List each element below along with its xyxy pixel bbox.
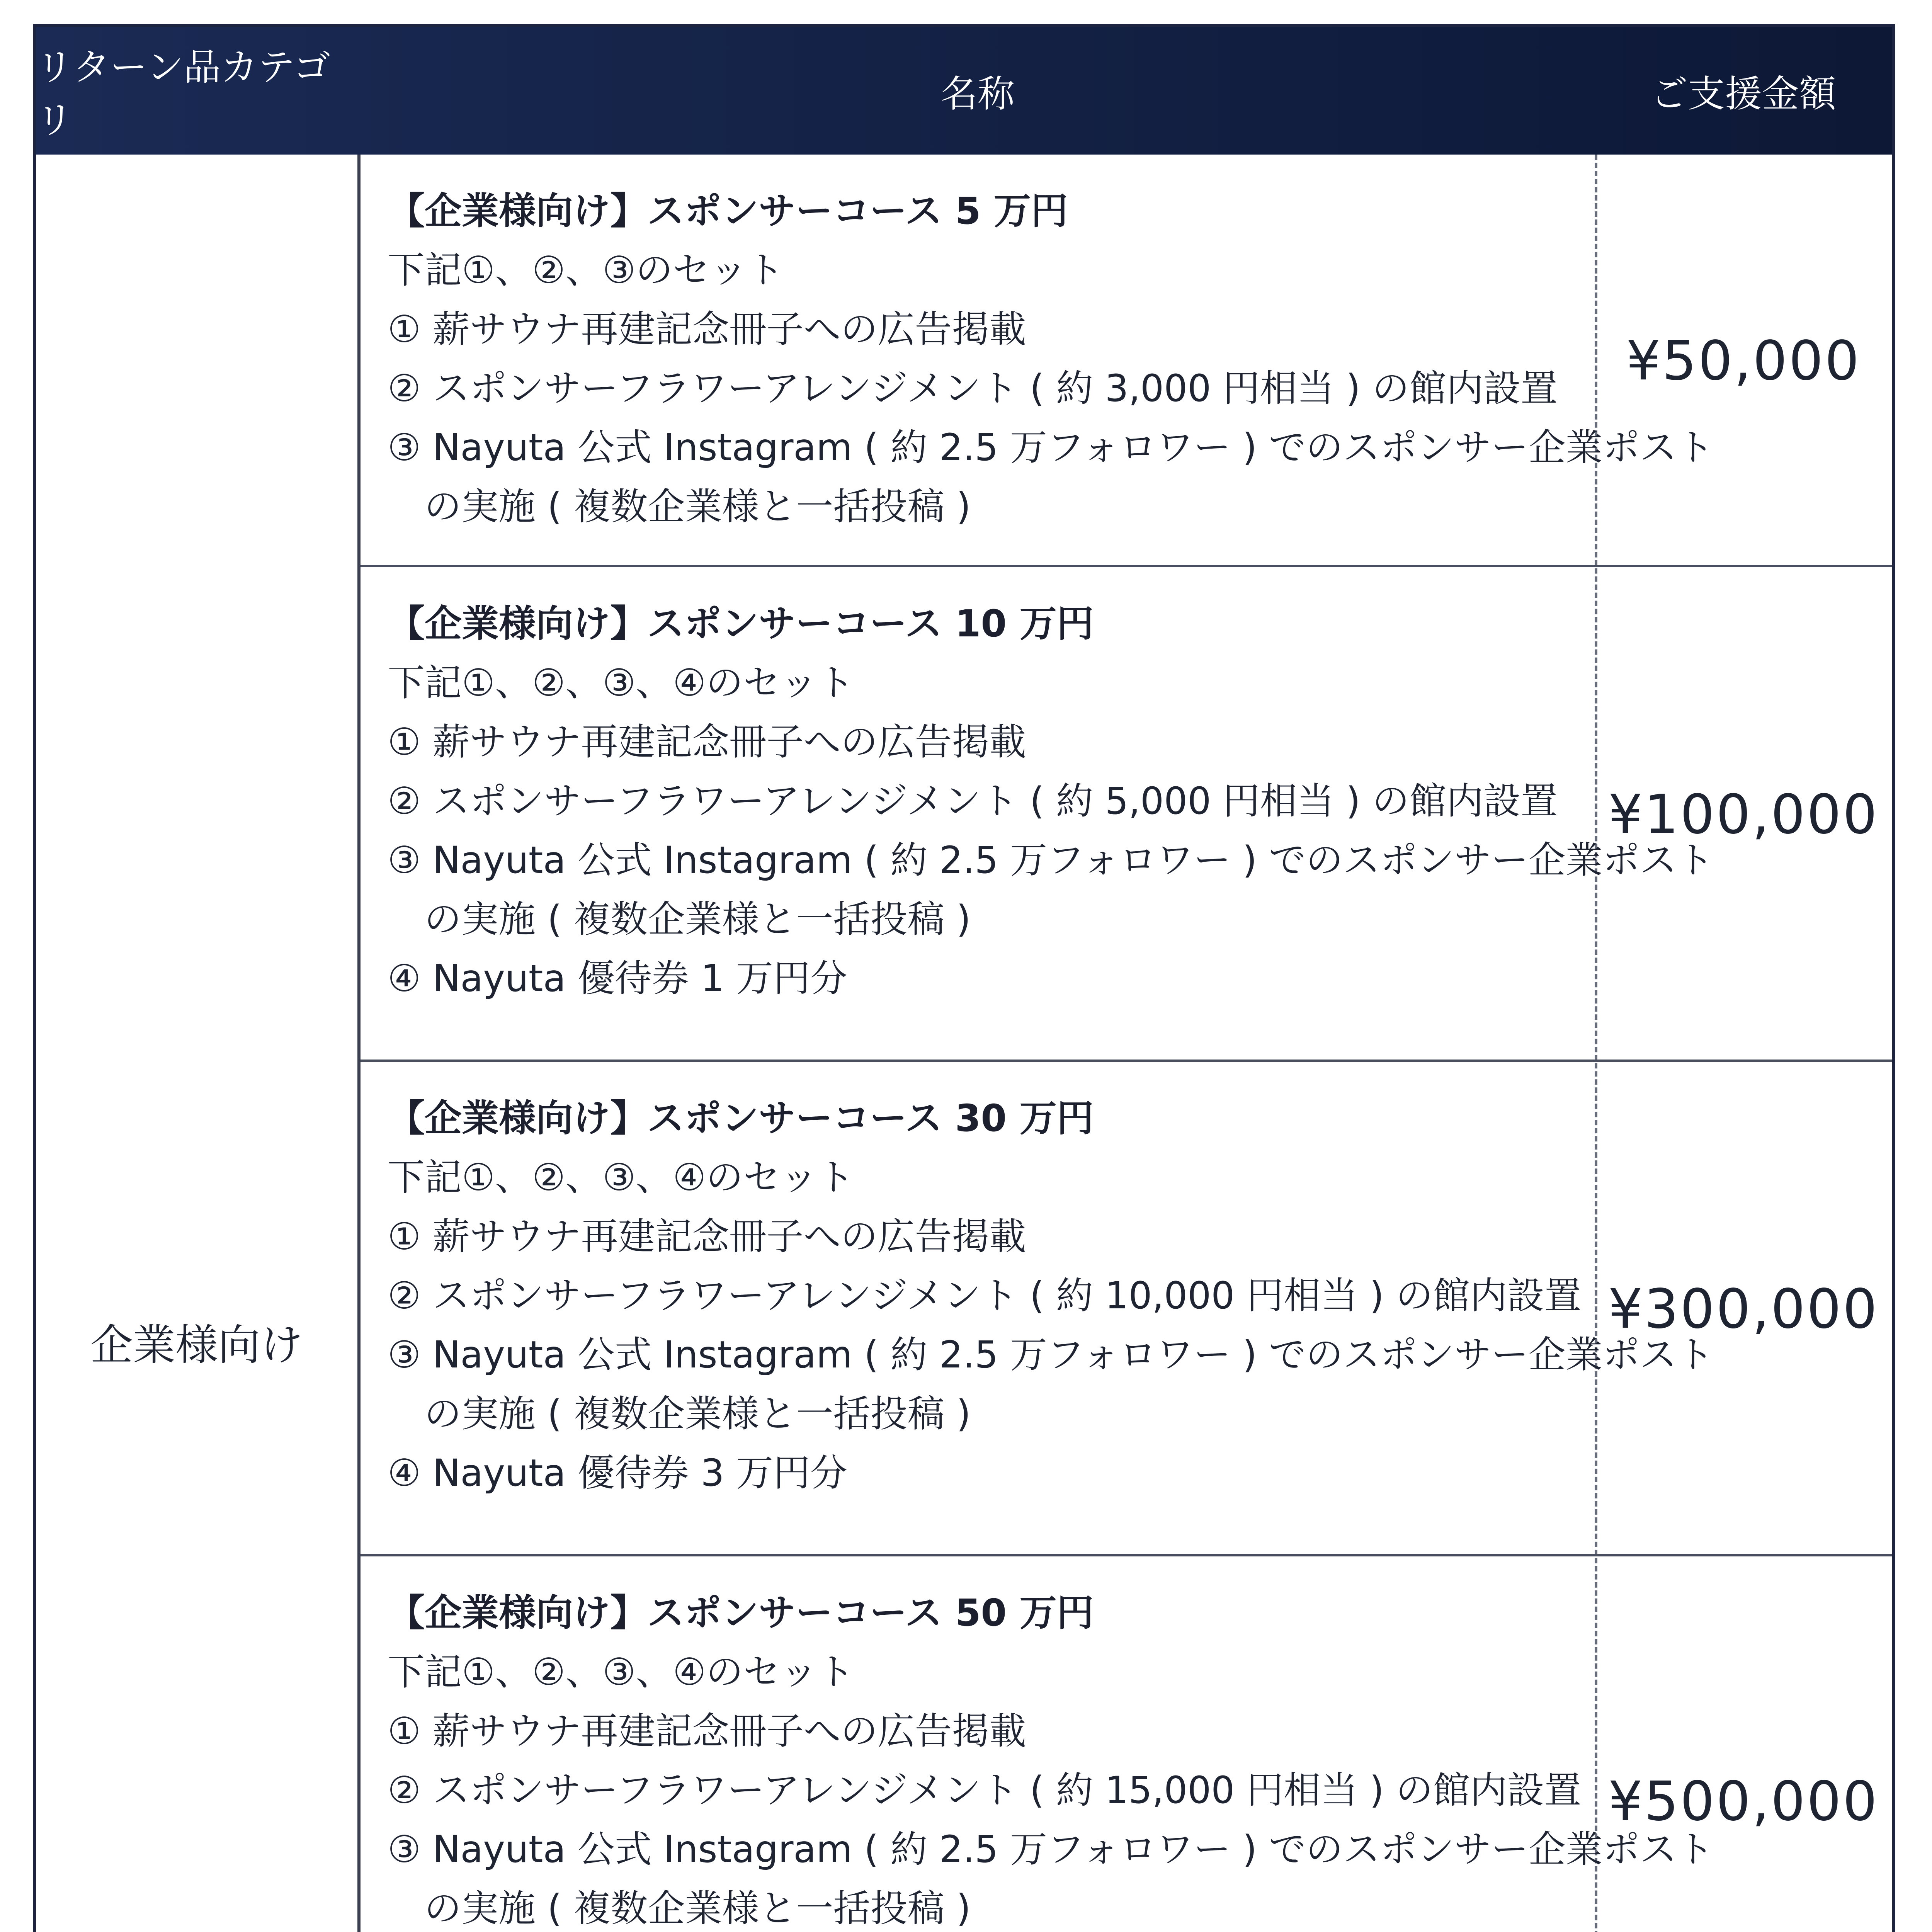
course-title: 【企業様向け】スポンサーコース 30 万円 [388,1097,1094,1140]
table-row [361,567,1892,1062]
item-line: ② スポンサーフラワーアレンジメント ( 約 5,000 円相当 ) の館内設置 [388,779,1558,823]
item-line: の実施 ( 複数企業様と一括投稿 ) [424,1887,971,1930]
price-cell: ¥100,000 [1608,783,1879,846]
table-row [361,1556,1892,1932]
item-line: ① 薪サウナ再建記念冊子への広告掲載 [388,308,1026,351]
item-line: ① 薪サウナ再建記念冊子への広告掲載 [388,720,1026,764]
price-cell: ¥300,000 [1608,1277,1879,1341]
row-content [388,594,1714,1008]
item-line: ② スポンサーフラワーアレンジメント ( 約 3,000 円相当 ) の館内設置 [388,367,1558,410]
header-category: リターン品カテゴリ [36,46,331,142]
item-line: の実施 ( 複数企業様と一括投稿 ) [424,898,971,941]
item-line: ① 薪サウナ再建記念冊子への広告掲載 [388,1215,1026,1258]
table-row [361,155,1892,567]
header-amount: ご支援金額 [1651,72,1836,116]
item-line: 下記①、②、③、④のセット [388,1650,855,1694]
item-line: ③ Nayuta 公式 Instagram ( 約 2.5 万フォロワー ) でのスポンサー企業ポスト [388,426,1714,469]
item-line: の実施 ( 複数企業様と一括投稿 ) [424,1392,971,1435]
price-cell: ¥500,000 [1608,1770,1879,1833]
course-title: 【企業様向け】スポンサーコース 5 万円 [388,189,1068,233]
item-line: ③ Nayuta 公式 Instagram ( 約 2.5 万フォロワー ) でのスポンサー企業ポスト [388,1828,1714,1871]
item-line: ③ Nayuta 公式 Instagram ( 約 2.5 万フォロワー ) でのスポンサー企業ポスト [388,1333,1714,1376]
item-line: 下記①、②、③、④のセット [388,1156,855,1199]
item-line: 下記①、②、③のセット [388,248,784,292]
item-line: の実施 ( 複数企業様と一括投稿 ) [424,485,971,528]
category-cell: 企業様向け [36,155,361,1932]
item-line: ① 薪サウナ再建記念冊子への広告掲載 [388,1709,1026,1753]
item-line: ③ Nayuta 公式 Instagram ( 約 2.5 万フォロワー ) でのスポンサー企業ポスト [388,838,1714,882]
row-content [388,1089,1714,1503]
price-cell: ¥50,000 [1626,329,1861,393]
table-row [361,1062,1892,1556]
course-title: 【企業様向け】スポンサーコース 50 万円 [388,1591,1094,1634]
header-name: 名称 [940,72,1015,116]
item-line: ② スポンサーフラワーアレンジメント ( 約 15,000 円相当 ) の館内設置 [388,1769,1582,1812]
returns-table [33,24,1895,1932]
row-content [388,182,1714,536]
table-header [36,27,1892,155]
item-line: ④ Nayuta 優待券 3 万円分 [388,1451,847,1495]
course-title: 【企業様向け】スポンサーコース 10 万円 [388,602,1094,645]
item-line: ② スポンサーフラワーアレンジメント ( 約 10,000 円相当 ) の館内設置 [388,1274,1582,1317]
item-line: ④ Nayuta 優待券 1 万円分 [388,957,847,1000]
row-content [388,1583,1714,1932]
item-line: 下記①、②、③、④のセット [388,661,855,704]
